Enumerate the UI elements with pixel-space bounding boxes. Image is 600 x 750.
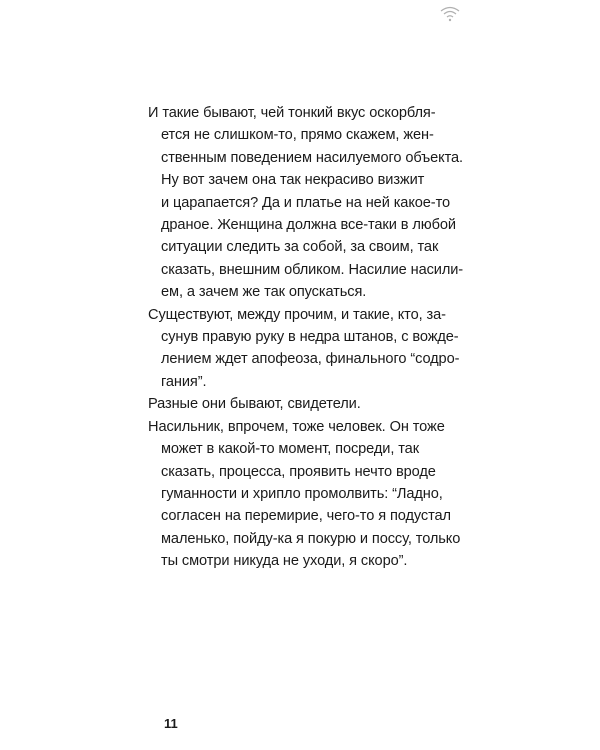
text-line: Ну вот зачем она так некрасиво визжит xyxy=(161,172,425,189)
text-line: ты смотри никуда не уходи, я скоро”. xyxy=(161,553,408,570)
text-line: Существуют, между прочим, и такие, кто, за- xyxy=(148,306,446,323)
text-line: гуманности и хрипло промолвить: “Ладно, xyxy=(161,485,443,502)
paragraph xyxy=(148,304,478,394)
wifi-icon xyxy=(439,6,461,22)
text-line: сунув правую руку в недра штанов, с вожде- xyxy=(161,329,459,346)
text-line: маленько, пойду-ка я покурю и поссу, только xyxy=(161,530,461,547)
text-line: сказать, процесса, проявить нечто вроде xyxy=(161,463,436,480)
text-line: Насильник, впрочем, тоже человек. Он тоже xyxy=(148,418,445,435)
text-line: ситуации следить за собой, за своим, так xyxy=(161,239,439,256)
text-line: ем, а зачем же так опускаться. xyxy=(161,284,367,301)
text-line: драное. Женщина должна все-таки в любой xyxy=(161,217,456,234)
text-line: гания”. xyxy=(161,373,207,390)
text-line: сказать, внешним обликом. Насилие насили- xyxy=(161,261,464,278)
text-line: И такие бывают, чей тонкий вкус оскорбля- xyxy=(148,105,436,121)
text-line: Разные они бывают, свидетели. xyxy=(148,396,361,413)
page-number: 11 xyxy=(164,716,178,731)
text-line: может в какой-то момент, посреди, так xyxy=(161,441,419,458)
paragraph xyxy=(148,102,478,304)
text-line: лением ждет апофеоза, финального “содро- xyxy=(161,351,460,368)
text-line: ственным поведением насилуемого объекта. xyxy=(161,149,464,166)
text-line: ется не слишком-то, прямо скажем, жен- xyxy=(161,127,434,144)
text-line: согласен на перемирие, чего-то я подустал xyxy=(161,508,451,525)
paragraph xyxy=(148,416,478,573)
body-text xyxy=(148,102,478,573)
paragraph xyxy=(148,393,478,415)
text-line: и царапается? Да и платье на ней какое-то xyxy=(161,194,451,211)
